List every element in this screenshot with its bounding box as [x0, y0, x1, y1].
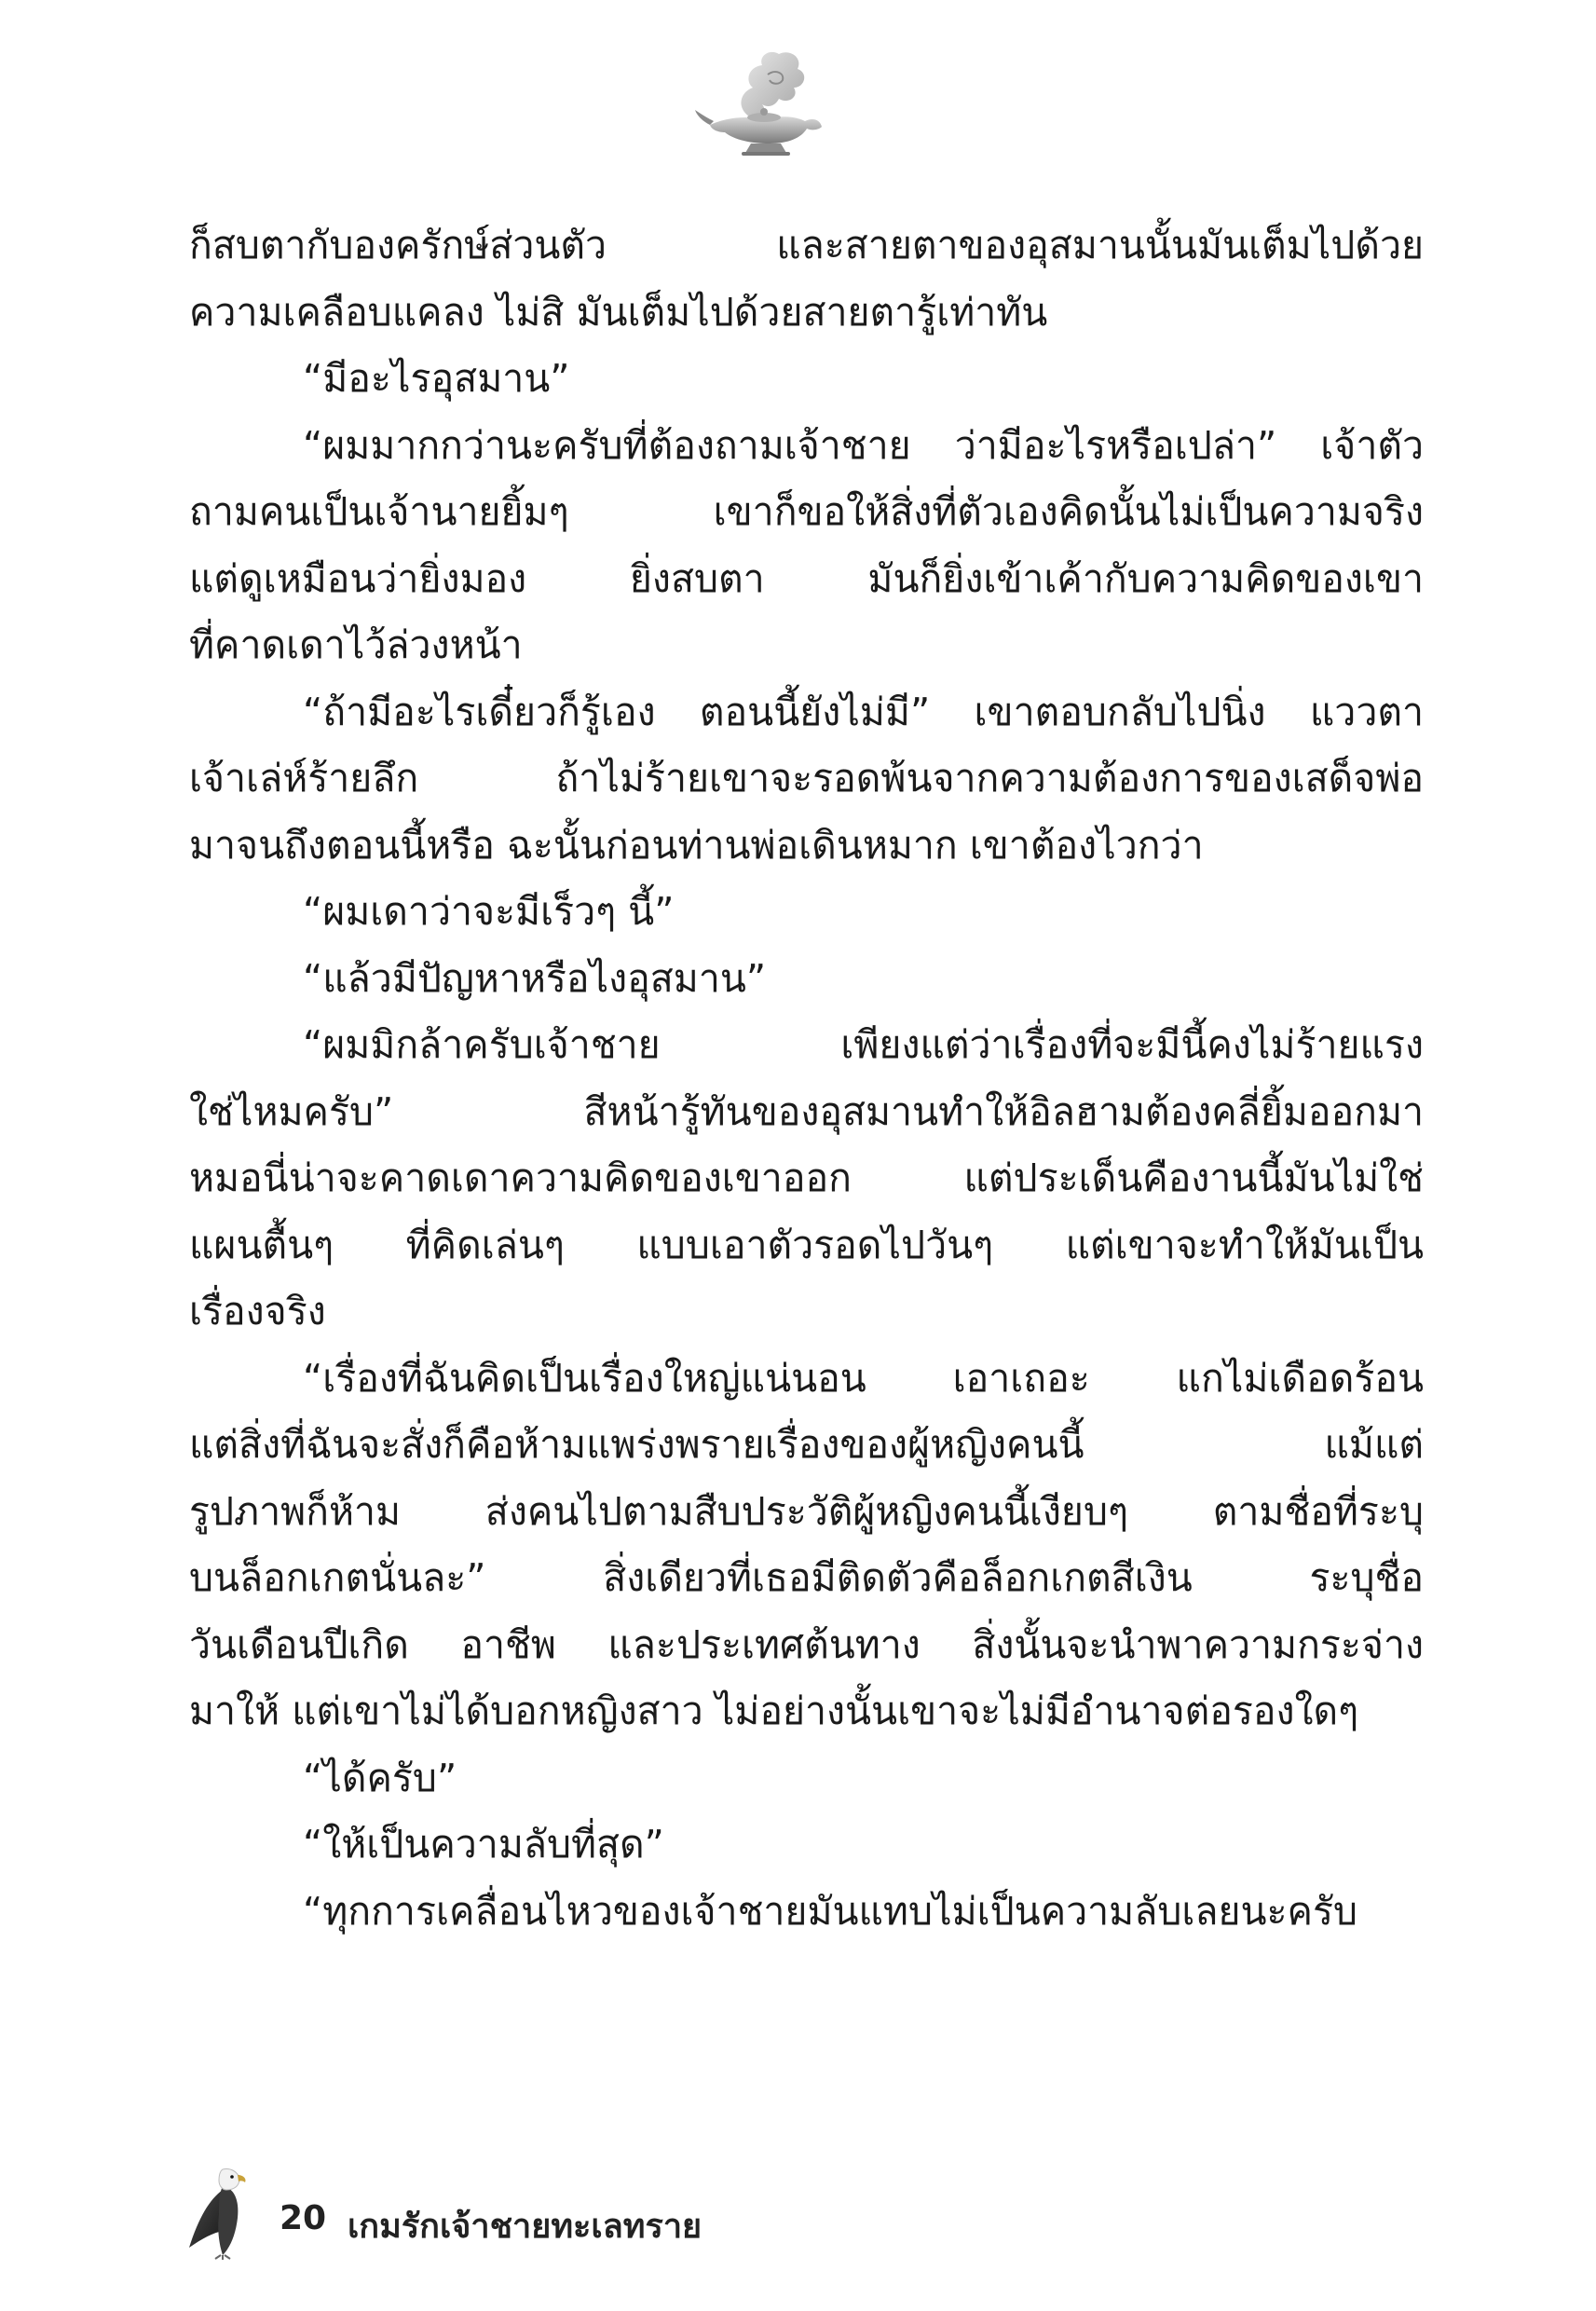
text-line: แต่สิ่งที่ฉันจะสั่งก็คือห้ามแพร่งพรายเรื่องของผู้หญิงคนนี้ แม้แต่ [189, 1422, 1424, 1467]
text-line: ถามคนเป็นเจ้านายยิ้มๆ เขาก็ขอให้สิ่งที่ตัวเองคิดนั้นไม่เป็นความจริง [189, 489, 1424, 534]
text-line: “เรื่องที่ฉันคิดเป็นเรื่องใหญ่แน่นอน เอาเถอะ แกไม่เดือดร้อน [303, 1355, 1424, 1401]
text-line: มาให้ แต่เขาไม่ได้บอกหญิงสาว ไม่อย่างนั้นเขาจะไม่มีอำนาจต่อรองใดๆ [189, 1689, 1359, 1733]
text-line: ที่คาดเดาไว้ล่วงหน้า [189, 622, 523, 667]
text-line: ก็สบตากับองครักษ์ส่วนตัว และสายตาของอุสมานนั้นมันเต็มไปด้วย [189, 223, 1424, 267]
text-line: วันเดือนปีเกิด อาชีพ และประเทศต้นทาง สิ่งนั้นจะนำพาความกระจ่าง [189, 1621, 1424, 1667]
text-line: หมอนี่น่าจะคาดเดาความคิดของเขาออก แต่ประเด็นคืองานนี้มันไม่ใช่ [189, 1156, 1424, 1200]
genie-lamp-icon [689, 47, 829, 158]
paragraph [189, 1745, 1424, 1812]
paragraph [189, 1879, 1424, 1946]
text-line: “ถ้ามีอะไรเดี๋ยวก็รู้เอง ตอนนี้ยังไม่มี” เขาตอบกลับไปนิ่ง แววตา [303, 689, 1424, 734]
paragraph [189, 879, 1424, 946]
text-line: เจ้าเล่ห์ร้ายลึก ถ้าไม่ร้ายเขาจะรอดพ้นจากความต้องการของเสด็จพ่อ [189, 756, 1424, 800]
text-line: ความเคลือบแคลง ไม่สิ มันเต็มไปด้วยสายตารู้เท่าทัน [189, 289, 1048, 335]
page-footer [182, 2162, 834, 2264]
page-number: 20 [280, 2199, 327, 2237]
text-line: แต่ดูเหมือนว่ายิ่งมอง ยิ่งสบตา มันก็ยิ่งเข้าเค้ากับความคิดของเขา [189, 555, 1424, 601]
paragraph [189, 946, 1424, 1013]
text-line: “มีอะไรอุสมาน” [303, 356, 570, 401]
text-line: “ผมมากกว่านะครับที่ต้องถามเจ้าชาย ว่ามีอะไรหรือเปล่า” เจ้าตัว [303, 422, 1424, 468]
paragraph [189, 413, 1424, 679]
text-line: บนล็อกเกตนั่นละ” สิ่งเดียวที่เธอมีติดตัวคือล็อกเกตสีเงิน ระบุชื่อ [189, 1555, 1424, 1600]
paragraph [189, 1012, 1424, 1346]
paragraph [189, 1812, 1424, 1879]
text-line: “แล้วมีปัญหาหรือไงอุสมาน” [303, 955, 767, 1001]
paragraph [189, 212, 1424, 346]
paragraph [189, 1346, 1424, 1745]
body-text [189, 212, 1424, 1945]
text-line: “ทุกการเคลื่อนไหวของเจ้าชายมันแทบไม่เป็นความลับเลยนะครับ [303, 1888, 1358, 1934]
text-line: “ผมเดาว่าจะมีเร็วๆ นี้” [303, 889, 675, 934]
eagle-icon [182, 2162, 256, 2260]
text-line: “ผมมิกล้าครับเจ้าชาย เพียงแต่ว่าเรื่องที่จะมีนี้คงไม่ร้ายแรง [303, 1022, 1424, 1067]
text-line: เรื่องจริง [189, 1289, 326, 1333]
book-title: เกมรักเจ้าชายทะเลทราย [348, 2208, 703, 2246]
paragraph [189, 346, 1424, 413]
text-line: “ได้ครับ” [303, 1755, 457, 1800]
text-line: ใช่ไหมครับ” สีหน้ารู้ทันของอุสมานทำให้อิลฮามต้องคลี่ยิ้มออกมา [189, 1088, 1424, 1134]
text-line: มาจนถึงตอนนี้หรือ ฉะนั้นก่อนท่านพ่อเดินหมาก เขาต้องไวกว่า [189, 822, 1204, 868]
paragraph [189, 679, 1424, 880]
text-line: แผนตื้นๆ ที่คิดเล่นๆ แบบเอาตัวรอดไปวันๆ แต่เขาจะทำให้มันเป็น [189, 1222, 1424, 1267]
text-line: รูปภาพก็ห้าม ส่งคนไปตามสืบประวัติผู้หญิงคนนี้เงียบๆ ตามชื่อที่ระบุ [189, 1488, 1424, 1534]
text-line: “ให้เป็นความลับที่สุด” [303, 1822, 664, 1867]
